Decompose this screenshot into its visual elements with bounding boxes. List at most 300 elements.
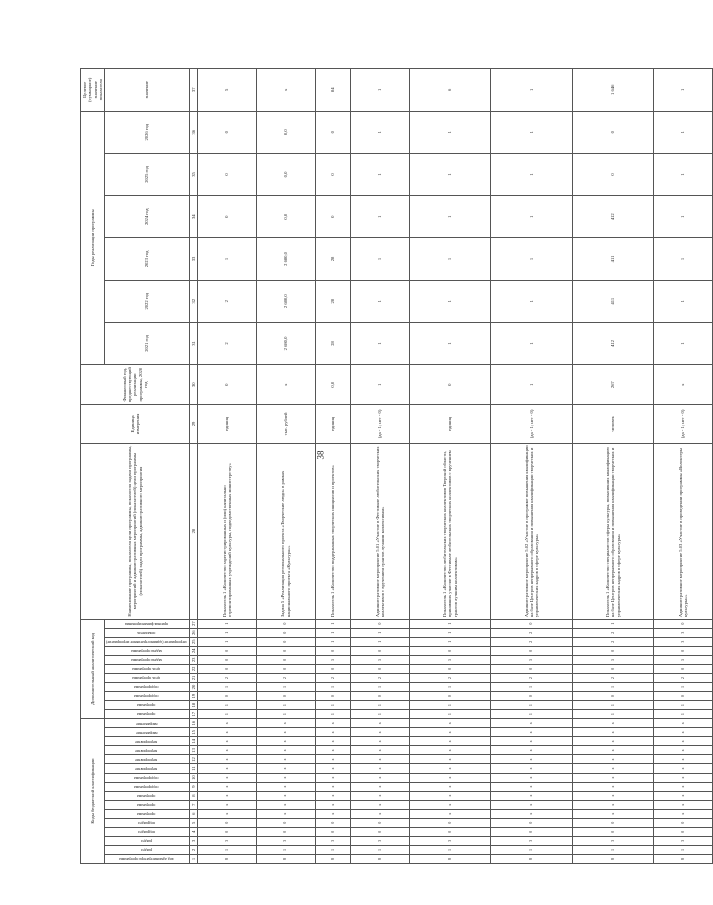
- row-name: Показатель 1 «Количество специалистов сферы культуры, повысивших квалификацию на базе Центров непрерывного образования и повышения квалификации творческих и управленческих кадров в сфере культуры»: [572, 443, 653, 619]
- table-row: [409, 69, 490, 864]
- code-cell: 1: [572, 619, 653, 628]
- code-cell: x: [198, 782, 257, 791]
- header-code-col: [105, 637, 190, 646]
- header-code-col: [105, 746, 190, 755]
- row-fin-year: 0: [198, 365, 257, 405]
- column-number: 27: [190, 619, 198, 628]
- rotated-table: [80, 68, 689, 864]
- code-cell: 3: [572, 836, 653, 845]
- code-cell: 8: [198, 854, 257, 863]
- row-year-value: 28: [315, 322, 351, 364]
- code-cell: 1: [198, 619, 257, 628]
- code-cell: x: [315, 791, 351, 800]
- code-cell: 0: [256, 637, 315, 646]
- header-code-label: код администратора программы: [119, 857, 174, 863]
- code-cell: x: [198, 746, 257, 755]
- code-cell: 3: [491, 836, 572, 845]
- row-fin-year: 0,0: [315, 365, 351, 405]
- column-number: 20: [190, 682, 198, 691]
- code-cell: 0: [409, 692, 490, 701]
- code-cell: x: [654, 809, 713, 818]
- header-code-col: [105, 773, 190, 782]
- column-number: 14: [190, 737, 198, 746]
- code-cell: 0: [198, 664, 257, 673]
- header-code-label: подпрограмма: [134, 784, 159, 790]
- header-code-col: [105, 646, 190, 655]
- code-cell: 0: [315, 664, 351, 673]
- row-year-value: 1: [409, 322, 490, 364]
- code-cell: 0: [256, 692, 315, 701]
- code-cell: 1: [315, 710, 351, 719]
- code-cell: 1: [351, 710, 410, 719]
- row-year-value: 1: [654, 280, 713, 322]
- code-cell: 1: [198, 710, 257, 719]
- header-code-label: цель программы: [132, 667, 161, 673]
- program-indicators-table: [80, 68, 713, 864]
- header-code-label: направление: [135, 721, 158, 727]
- row-year-value: 28: [315, 238, 351, 280]
- column-number: 10: [190, 773, 198, 782]
- code-cell: x: [654, 764, 713, 773]
- code-cell: 1: [351, 628, 410, 637]
- code-cell: 1: [315, 637, 351, 646]
- row-year-value: 2 680,0: [256, 322, 315, 364]
- header-code-col: [105, 655, 190, 664]
- column-number: 33: [190, 238, 198, 280]
- row-target: 1: [351, 69, 410, 112]
- code-cell: x: [409, 728, 490, 737]
- header-code-col: [105, 764, 190, 773]
- code-cell: 2: [572, 673, 653, 682]
- code-cell: 1: [315, 628, 351, 637]
- row-year-value: 0: [198, 196, 257, 238]
- column-number: 25: [190, 637, 198, 646]
- code-cell: x: [409, 719, 490, 728]
- header-year-5: 2025 год: [105, 153, 190, 195]
- row-year-value: 1: [491, 196, 572, 238]
- row-name: Показатель 1 «Количество зарегистрированных и (или) капитально отремонтированных учреждений культуры, подведомственных министерству»: [198, 443, 257, 619]
- code-cell: x: [654, 728, 713, 737]
- header-code-col: [105, 782, 190, 791]
- code-cell: 0: [409, 646, 490, 655]
- code-cell: x: [256, 773, 315, 782]
- code-cell: x: [409, 737, 490, 746]
- table-row: [572, 69, 653, 864]
- code-cell: 0: [351, 646, 410, 655]
- header-years-group: Годы реализации программы: [81, 111, 105, 365]
- code-cell: x: [491, 773, 572, 782]
- code-cell: x: [572, 755, 653, 764]
- table-row: [654, 69, 713, 864]
- column-number: 18: [190, 701, 198, 710]
- row-name: Показатель 1 «Количество поддержанных творческих инициатив и проектов»: [315, 443, 351, 619]
- header-code-label: показатель: [137, 631, 156, 637]
- column-number: 5: [190, 818, 198, 827]
- code-cell: 1: [654, 710, 713, 719]
- code-cell: 8: [409, 854, 490, 863]
- code-cell: x: [491, 755, 572, 764]
- column-number: 22: [190, 664, 198, 673]
- code-cell: 1: [409, 710, 490, 719]
- row-year-value: 1: [409, 111, 490, 153]
- header-code-col: [105, 710, 190, 719]
- code-cell: x: [256, 719, 315, 728]
- code-cell: 1: [572, 682, 653, 691]
- code-cell: 1: [256, 845, 315, 854]
- row-year-value: 1: [409, 238, 490, 280]
- header-target-value: значение: [105, 69, 190, 112]
- column-number: 7: [190, 800, 198, 809]
- code-cell: 0: [654, 619, 713, 628]
- row-year-value: 1: [654, 238, 713, 280]
- code-cell: x: [351, 746, 410, 755]
- code-cell: 3: [256, 836, 315, 845]
- code-cell: 0: [491, 619, 572, 628]
- code-cell: x: [198, 800, 257, 809]
- code-cell: x: [654, 755, 713, 764]
- column-number: 21: [190, 673, 198, 682]
- row-year-value: 1: [491, 322, 572, 364]
- code-cell: x: [198, 755, 257, 764]
- header-code-label: подпрограмма: [134, 694, 159, 700]
- code-cell: x: [654, 782, 713, 791]
- header-year-2: 2022 год: [105, 280, 190, 322]
- code-cell: 0: [572, 664, 653, 673]
- header-code-label: программа: [137, 703, 156, 709]
- header-year-4: 2024 год: [105, 196, 190, 238]
- header-code-label: подраздел: [137, 830, 155, 836]
- code-cell: 1: [409, 845, 490, 854]
- code-cell: 0: [198, 818, 257, 827]
- code-cell: 0: [315, 646, 351, 655]
- row-year-value: 411: [572, 280, 653, 322]
- row-target: 1 646: [572, 69, 653, 112]
- row-year-value: 1: [409, 196, 490, 238]
- code-cell: 1: [351, 682, 410, 691]
- code-cell: 1: [198, 637, 257, 646]
- code-cell: x: [491, 809, 572, 818]
- code-cell: 5: [491, 655, 572, 664]
- header-year-3: 2023 год: [105, 238, 190, 280]
- code-cell: x: [572, 737, 653, 746]
- code-cell: x: [491, 791, 572, 800]
- code-cell: x: [351, 791, 410, 800]
- table-row: [491, 69, 572, 864]
- column-number: 30: [190, 365, 198, 405]
- table-row: [256, 69, 315, 864]
- code-cell: x: [256, 791, 315, 800]
- row-year-value: 1: [351, 111, 410, 153]
- code-cell: x: [315, 800, 351, 809]
- code-cell: x: [256, 755, 315, 764]
- header-code-col: [105, 809, 190, 818]
- code-cell: 0: [256, 646, 315, 655]
- code-cell: x: [198, 764, 257, 773]
- column-number: 36: [190, 111, 198, 153]
- row-name: Задача 5 «Реализация регионального проекта «Творческие люди» в рамках национального проекта «Культура»»: [256, 443, 315, 619]
- code-cell: x: [256, 782, 315, 791]
- code-cell: 8: [351, 854, 410, 863]
- code-cell: x: [654, 737, 713, 746]
- code-cell: 0: [491, 818, 572, 827]
- column-number: 12: [190, 755, 198, 764]
- header-code-label: задача программы: [130, 658, 162, 664]
- row-year-value: 0: [572, 153, 653, 195]
- code-cell: 0: [256, 655, 315, 664]
- header-code-col: [105, 791, 190, 800]
- code-cell: x: [491, 746, 572, 755]
- header-code-col: [105, 755, 190, 764]
- code-cell: 3: [198, 836, 257, 845]
- code-cell: 2: [491, 637, 572, 646]
- code-cell: x: [315, 728, 351, 737]
- code-cell: 0: [572, 692, 653, 701]
- row-target: 6: [409, 69, 490, 112]
- code-cell: 0: [256, 827, 315, 836]
- code-cell: x: [351, 764, 410, 773]
- code-cell: x: [409, 755, 490, 764]
- code-cell: x: [572, 782, 653, 791]
- header-code-label: направление: [135, 730, 158, 736]
- code-cell: x: [409, 773, 490, 782]
- code-cell: 1: [572, 845, 653, 854]
- code-cell: 0: [198, 692, 257, 701]
- row-year-value: 2 680,0: [256, 280, 315, 322]
- header-code-col: [105, 845, 190, 854]
- header-analytic-group: Дополнительный аналитический код: [81, 619, 105, 719]
- row-year-value: 0: [572, 111, 653, 153]
- code-cell: 1: [572, 710, 653, 719]
- row-year-value: 412: [572, 322, 653, 364]
- code-cell: 0: [351, 619, 410, 628]
- code-cell: 0: [198, 655, 257, 664]
- row-target: 84: [315, 69, 351, 112]
- row-target: 1: [654, 69, 713, 112]
- code-cell: 0: [256, 818, 315, 827]
- code-cell: 0: [315, 818, 351, 827]
- row-fin-year: 0: [409, 365, 490, 405]
- code-cell: 0: [654, 818, 713, 827]
- row-year-value: 412: [572, 196, 653, 238]
- code-cell: 1: [654, 682, 713, 691]
- row-unit: единиц: [315, 405, 351, 443]
- header-code-col: [105, 628, 190, 637]
- code-cell: 5: [351, 655, 410, 664]
- code-cell: x: [351, 809, 410, 818]
- header-code-label: задача программы: [130, 649, 162, 655]
- code-cell: 1: [491, 845, 572, 854]
- row-year-value: 1: [654, 111, 713, 153]
- row-fin-year: 1: [491, 365, 572, 405]
- code-cell: x: [256, 764, 315, 773]
- row-fin-year: x: [654, 365, 713, 405]
- column-number: 28: [190, 443, 198, 619]
- row-year-value: 1: [491, 153, 572, 195]
- code-cell: 1: [315, 682, 351, 691]
- code-cell: 1: [409, 682, 490, 691]
- code-cell: 2: [572, 637, 653, 646]
- row-year-value: 0: [315, 196, 351, 238]
- row-unit: (да - 1; нет - 0): [491, 405, 572, 443]
- code-cell: x: [491, 719, 572, 728]
- column-number: 19: [190, 692, 198, 701]
- code-cell: 1: [256, 710, 315, 719]
- code-cell: 0: [256, 628, 315, 637]
- code-cell: 1: [198, 701, 257, 710]
- code-cell: 0: [315, 692, 351, 701]
- column-number: 4: [190, 827, 198, 836]
- code-cell: 1: [198, 682, 257, 691]
- code-cell: 1: [198, 628, 257, 637]
- code-cell: 5: [654, 655, 713, 664]
- code-cell: x: [491, 782, 572, 791]
- code-cell: 1: [654, 845, 713, 854]
- code-cell: x: [491, 800, 572, 809]
- code-cell: 2: [491, 628, 572, 637]
- code-cell: 8: [315, 854, 351, 863]
- row-fin-year: x: [256, 365, 315, 405]
- column-number: 26: [190, 628, 198, 637]
- code-cell: 3: [654, 637, 713, 646]
- row-year-value: 1: [351, 196, 410, 238]
- code-cell: x: [256, 800, 315, 809]
- row-year-value: 0,0: [256, 111, 315, 153]
- column-number: 8: [190, 791, 198, 800]
- code-cell: 0: [256, 664, 315, 673]
- row-year-value: 1: [409, 153, 490, 195]
- header-code-col: [105, 701, 190, 710]
- row-year-value: 0: [198, 111, 257, 153]
- header-code-label: подпрограмма: [134, 685, 159, 691]
- code-cell: 3: [654, 628, 713, 637]
- code-cell: x: [409, 746, 490, 755]
- code-cell: 1: [256, 701, 315, 710]
- code-cell: x: [409, 764, 490, 773]
- code-cell: 1: [351, 701, 410, 710]
- column-number: 9: [190, 782, 198, 791]
- column-number: 34: [190, 196, 198, 238]
- row-year-value: 0,0: [256, 153, 315, 195]
- code-cell: 0: [351, 818, 410, 827]
- header-code-label: подраздел: [137, 821, 155, 827]
- code-cell: 0: [409, 664, 490, 673]
- code-cell: x: [572, 719, 653, 728]
- column-number: 17: [190, 710, 198, 719]
- code-cell: x: [572, 791, 653, 800]
- column-number: 32: [190, 280, 198, 322]
- row-name: Показатель 1 «Количество любительских творческих коллективов Тверской области, принявших участие в Фестивале любительских творческих коллективов с вручением грантов лучшим коллективам»: [409, 443, 490, 619]
- header-code-label: цель программы: [132, 676, 161, 682]
- row-year-value: 411: [572, 238, 653, 280]
- row-year-value: 0,0: [256, 196, 315, 238]
- header-code-col: [105, 728, 190, 737]
- code-cell: x: [315, 755, 351, 764]
- code-cell: 2: [351, 673, 410, 682]
- code-cell: x: [491, 728, 572, 737]
- code-cell: x: [409, 800, 490, 809]
- table-row: [315, 69, 351, 864]
- code-cell: x: [654, 791, 713, 800]
- row-year-value: 28: [315, 280, 351, 322]
- row-name: Административное мероприятие 5.02 «Участие в программе повышения квалификации на базе Центров непрерывного образования и повышения квалификации творческих и управленческих кадров в сфере культуры»: [491, 443, 572, 619]
- row-year-value: 1: [654, 322, 713, 364]
- code-cell: 1: [351, 845, 410, 854]
- code-cell: x: [351, 728, 410, 737]
- code-cell: 2: [409, 673, 490, 682]
- code-cell: x: [315, 782, 351, 791]
- code-cell: x: [198, 737, 257, 746]
- code-cell: x: [198, 791, 257, 800]
- code-cell: 0: [491, 827, 572, 836]
- header-code-label: раздел: [140, 848, 152, 854]
- code-cell: 1: [351, 637, 410, 646]
- table-row: [351, 69, 410, 864]
- code-cell: 1: [409, 619, 490, 628]
- code-cell: 0: [409, 818, 490, 827]
- row-year-value: 1: [491, 280, 572, 322]
- code-cell: 5: [315, 655, 351, 664]
- code-cell: 0: [351, 827, 410, 836]
- row-year-value: 2: [198, 322, 257, 364]
- code-cell: 2: [572, 628, 653, 637]
- row-year-value: 1: [409, 280, 490, 322]
- header-code-label: мероприятие: [135, 739, 158, 745]
- code-cell: x: [198, 809, 257, 818]
- code-cell: x: [572, 773, 653, 782]
- row-year-value: 1: [491, 238, 572, 280]
- row-target: x: [256, 69, 315, 112]
- header-codes-group: Коды бюджетной классификации: [81, 719, 105, 864]
- code-cell: 1: [315, 619, 351, 628]
- code-cell: x: [654, 719, 713, 728]
- row-name: Административное мероприятие 5.01 «Участие в Фестивале любительских творческих коллективов с вручением грантов лучшим коллективам»: [351, 443, 410, 619]
- code-cell: 1: [315, 701, 351, 710]
- code-cell: x: [654, 800, 713, 809]
- header-code-col: [105, 854, 190, 863]
- row-unit: единиц: [409, 405, 490, 443]
- code-cell: x: [256, 737, 315, 746]
- header-code-label: подпрограмма: [134, 775, 159, 781]
- header-code-label: программа: [137, 793, 156, 799]
- row-year-value: 0: [198, 153, 257, 195]
- code-cell: 3: [409, 836, 490, 845]
- code-cell: 1: [198, 845, 257, 854]
- header-code-col: [105, 664, 190, 673]
- code-cell: x: [654, 746, 713, 755]
- code-cell: x: [315, 737, 351, 746]
- code-cell: x: [351, 800, 410, 809]
- row-year-value: 1: [491, 111, 572, 153]
- header-code-col: [105, 719, 190, 728]
- code-cell: 8: [654, 854, 713, 863]
- code-cell: x: [491, 764, 572, 773]
- row-year-value: 1: [351, 280, 410, 322]
- header-code-col: [105, 827, 190, 836]
- row-year-value: 1: [654, 153, 713, 195]
- header-code-label: мероприятие (административное мероприятие): [106, 640, 187, 646]
- code-cell: x: [572, 800, 653, 809]
- code-cell: 8: [491, 854, 572, 863]
- row-target: 5: [198, 69, 257, 112]
- column-number: 3: [190, 836, 198, 845]
- code-cell: x: [572, 746, 653, 755]
- code-cell: 3: [654, 836, 713, 845]
- column-number: 35: [190, 153, 198, 195]
- code-cell: x: [315, 773, 351, 782]
- row-target: 1: [491, 69, 572, 112]
- code-cell: x: [315, 764, 351, 773]
- code-cell: x: [198, 719, 257, 728]
